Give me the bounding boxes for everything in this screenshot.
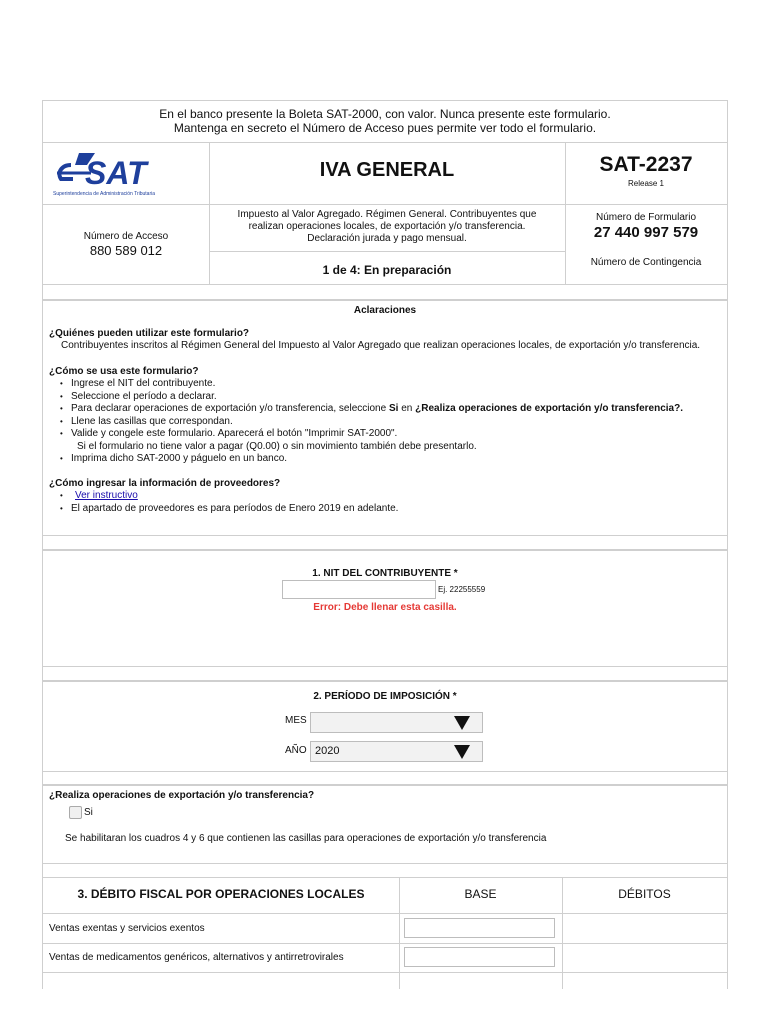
notice-line-2: Mantenga en secreto el Número de Acceso pues permite ver todo el formulario. (173, 121, 597, 135)
answer-who: Contribuyentes inscritos al Régimen General del Impuesto al Valor Agregado que realizan operaciones locales, de exportación y/o transferencia. (61, 340, 701, 351)
divider (209, 251, 565, 252)
step-item: • Imprima dicho SAT-2000 y páguelo en un banco. (71, 453, 721, 466)
access-number: 880 589 012 (89, 243, 163, 258)
divider (43, 913, 727, 914)
contingency-label: Número de Contingencia (590, 257, 702, 268)
divider (43, 784, 727, 786)
nit-title: 1. NIT DEL CONTRIBUYENTE * (312, 568, 458, 579)
medicamentos-base-input[interactable] (404, 947, 555, 967)
step-si: Si (388, 403, 399, 414)
divider (43, 142, 727, 143)
sat-logo (51, 147, 203, 199)
anio-value: 2020 (315, 745, 340, 757)
steps-list (49, 378, 721, 466)
step-bold-question: ¿Realiza operaciones de exportación y/o transferencia?. (415, 403, 683, 414)
mes-label: MES (285, 715, 307, 726)
form-description: Impuesto al Valor Agregado. Régimen General. Contribuyentes que realizan operaciones locales, de exportación y/o transferencia. Declaración jurada y pago mensual. (237, 209, 537, 244)
question-how: ¿Cómo se usa este formulario? (49, 365, 199, 377)
logo-subtitle: Superintendencia de Administración Tributaria (53, 191, 156, 197)
form-title: IVA GENERAL (319, 159, 455, 181)
list-item: • El apartado de proveedores es para períodos de Enero 2019 en adelante. (71, 503, 721, 516)
step-item: • Seleccione el período a declarar. (71, 391, 721, 404)
notice-line-1: En el banco presente la Boleta SAT-2000, con valor. Nunca presente este formulario. (159, 107, 611, 121)
step-text: Para declarar operaciones de exportación y/o transferencia, seleccione (71, 403, 389, 414)
export-checkbox-label: Si (84, 807, 93, 818)
divider (43, 680, 727, 682)
sat-2237-form (42, 100, 728, 989)
step-item (71, 403, 721, 416)
exentas-base-input[interactable] (404, 918, 555, 938)
divider (43, 877, 727, 878)
step-item: • Valide y congele este formulario. Aparecerá el botón "Imprimir SAT-2000". (71, 428, 721, 441)
form-number-label: Número de Formulario (595, 212, 697, 223)
access-label: Número de Acceso (83, 231, 169, 242)
step-item: • Ingrese el NIT del contribuyente. (71, 378, 721, 391)
divider (43, 284, 727, 285)
sat-logo-icon (51, 147, 203, 199)
divider (43, 299, 727, 301)
divider (43, 204, 727, 205)
divider (43, 943, 727, 944)
divider (43, 863, 727, 864)
form-status: 1 de 4: En preparación (322, 263, 452, 277)
question-who: ¿Quiénes pueden utilizar este formulario? (49, 327, 250, 339)
debito-title: 3. DÉBITO FISCAL POR OPERACIONES LOCALES (77, 887, 365, 901)
step-note: Si el formulario no tiene valor a pagar (Q0.00) o sin movimiento también debe presentarlo. (77, 440, 477, 452)
base-header: BASE (464, 887, 497, 901)
dropdown-arrow-icon (454, 716, 470, 730)
form-code: SAT-2237 (599, 153, 693, 176)
row-label-exentas: Ventas exentas y servicios exentos (49, 923, 205, 934)
nit-error: Error: Debe llenar esta casilla. (313, 602, 457, 613)
divider (43, 972, 727, 973)
bank-notice (43, 101, 727, 142)
divider (43, 666, 727, 667)
release-label: Release 1 (627, 179, 665, 188)
anio-label: AÑO (285, 745, 307, 756)
nit-example: Ej. 22255559 (438, 585, 486, 594)
instructivo-link[interactable]: Ver instructivo (75, 490, 138, 501)
periodo-title: 2. PERÍODO DE IMPOSICIÓN * (313, 691, 457, 702)
form-number: 27 440 997 579 (593, 224, 699, 241)
step-item: • Llene las casillas que correspondan. (71, 416, 721, 429)
divider (43, 549, 727, 551)
divider (43, 535, 727, 536)
row-label-medicamentos: Ventas de medicamentos genéricos, alternativos y antirretrovirales (49, 952, 344, 963)
anio-select[interactable] (310, 741, 483, 762)
mes-select[interactable] (310, 712, 483, 733)
export-note: Se habilitaran los cuadros 4 y 6 que contienen las casillas para operaciones de exportación y/o transferencia (65, 833, 547, 844)
logo-text: SAT (85, 155, 147, 191)
nit-input[interactable] (282, 580, 436, 599)
step-en: en (398, 403, 416, 414)
question-providers: ¿Cómo ingresar la información de proveedores? (49, 477, 281, 489)
export-question: ¿Realiza operaciones de exportación y/o transferencia? (49, 790, 315, 801)
providers-list (49, 490, 721, 515)
export-checkbox[interactable] (69, 806, 82, 819)
aclaraciones-title: Aclaraciones (353, 305, 417, 316)
list-item (71, 490, 721, 503)
divider (43, 771, 727, 772)
debitos-header: DÉBITOS (618, 887, 671, 901)
aclaraciones-section (49, 305, 721, 515)
dropdown-arrow-icon (454, 745, 470, 759)
